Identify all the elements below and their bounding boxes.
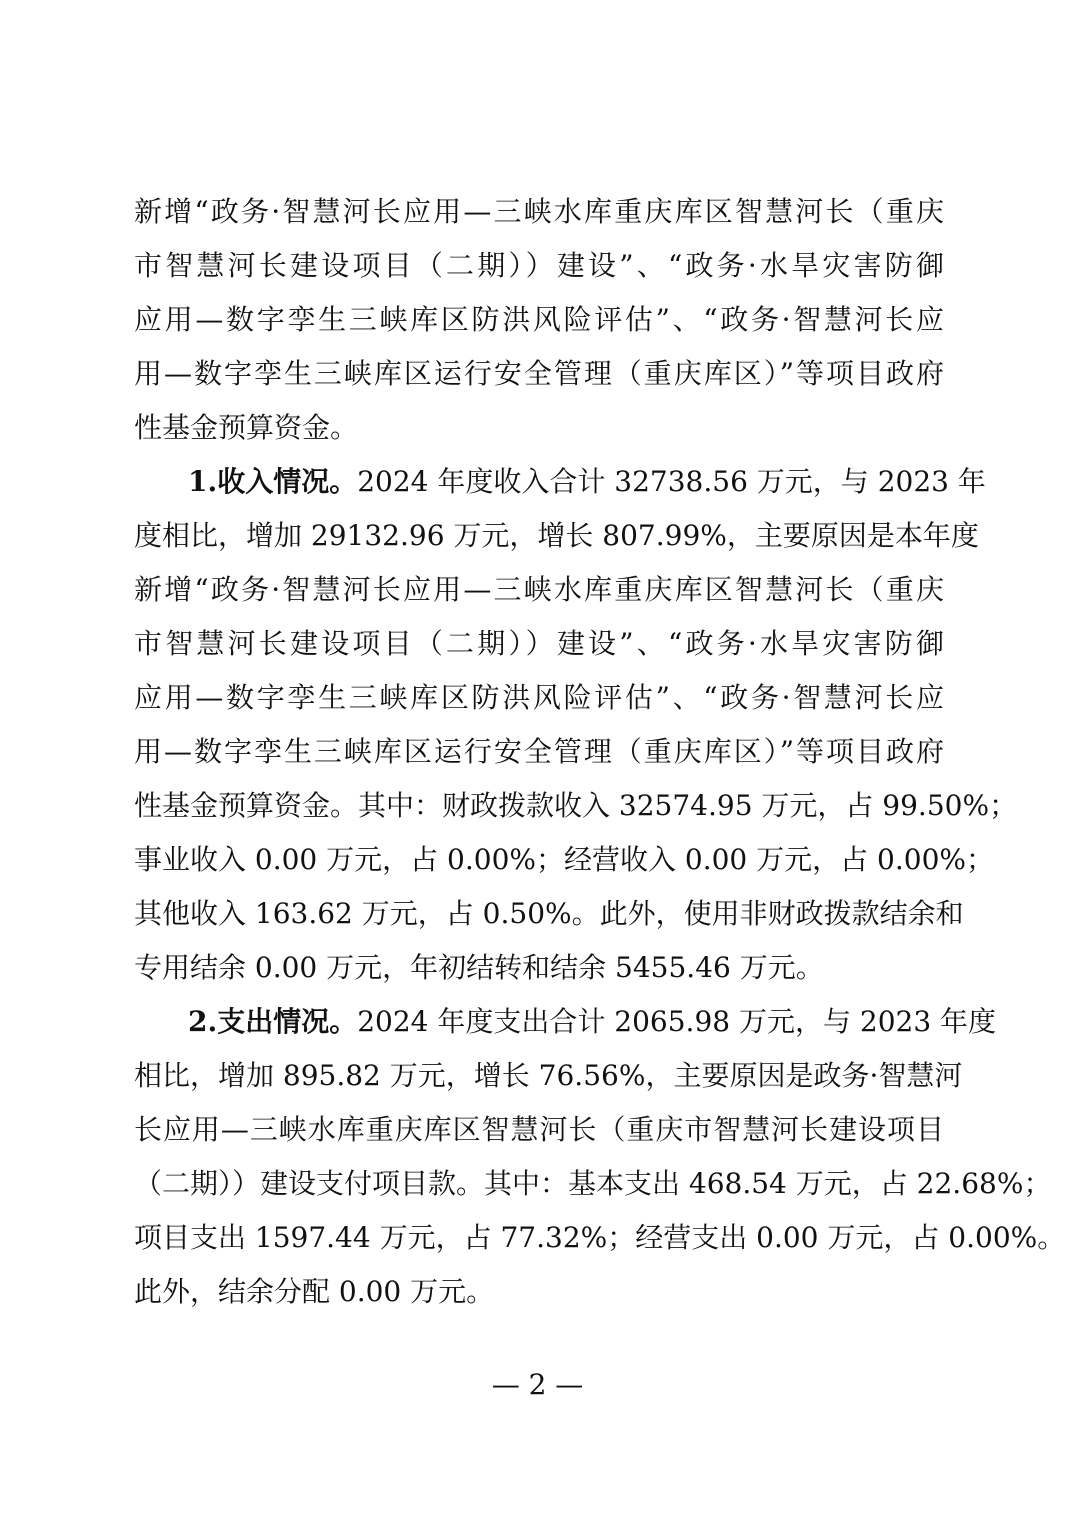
text-line: 用—数字孪生三峡库区运行安全管理（重庆库区）”等项目政府 xyxy=(134,735,944,768)
text-line: 应用—数字孪生三峡库区防洪风险评估”、“政务·智慧河长应 xyxy=(134,303,944,336)
income-first-line: 2024 年度收入合计 32738.56 万元，与 2023 年 xyxy=(357,465,986,498)
income-heading: 1.收入情况。 xyxy=(188,465,358,498)
text-line: 用—数字孪生三峡库区运行安全管理（重庆库区）”等项目政府 xyxy=(134,357,944,390)
text-line xyxy=(188,995,997,1049)
text-line: 长应用—三峡水库重庆库区智慧河长（重庆市智慧河长建设项目 xyxy=(134,1113,944,1146)
text-line: 性基金预算资金。 xyxy=(134,411,359,444)
text-line: 市智慧河长建设项目（二期））建设”、“政务·水旱灾害防御 xyxy=(134,627,944,660)
expense-first-line: 2024 年度支出合计 2065.98 万元，与 2023 年度 xyxy=(357,1005,997,1038)
page-number: — 2 — xyxy=(491,1368,584,1401)
text-line: 性基金预算资金。其中：财政拨款收入 32574.95 万元，占 99.50%； xyxy=(134,789,1018,822)
text-line: 应用—数字孪生三峡库区防洪风险评估”、“政务·智慧河长应 xyxy=(134,681,944,714)
text-line: 度相比，增加 29132.96 万元，增长 807.99%，主要原因是本年度 xyxy=(134,519,979,552)
text-line: 相比，增加 895.82 万元，增长 76.56%，主要原因是政务·智慧河 xyxy=(134,1059,963,1092)
text-line: 事业收入 0.00 万元，占 0.00%；经营收入 0.00 万元，占 0.00%； xyxy=(134,843,994,876)
text-line: 专用结余 0.00 万元，年初结转和结余 5455.46 万元。 xyxy=(134,951,824,984)
text-line: 市智慧河长建设项目（二期））建设”、“政务·水旱灾害防御 xyxy=(134,249,944,282)
text-line: 其他收入 163.62 万元，占 0.50%。此外，使用非财政拨款结余和 xyxy=(134,897,964,930)
text-line: 新增“政务·智慧河长应用—三峡水库重庆库区智慧河长（重庆 xyxy=(134,573,944,606)
text-line: 项目支出 1597.44 万元，占 77.32%；经营支出 0.00 万元，占 0.00%。 xyxy=(134,1221,1066,1254)
expense-heading: 2.支出情况。 xyxy=(188,1005,358,1038)
text-line: 此外，结余分配 0.00 万元。 xyxy=(134,1275,495,1308)
text-line xyxy=(188,455,986,509)
text-line: （二期））建设支付项目款。其中：基本支出 468.54 万元，占 22.68%； xyxy=(134,1167,1052,1200)
text-line: 新增“政务·智慧河长应用—三峡水库重庆库区智慧河长（重庆 xyxy=(134,195,944,228)
